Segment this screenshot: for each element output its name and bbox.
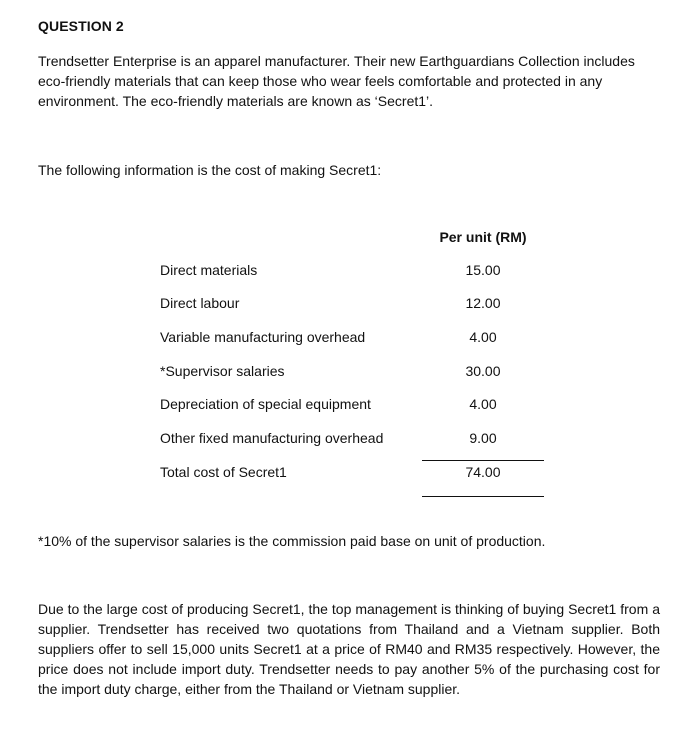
cost-row-value: 15.00 [465,262,501,278]
cost-table-row [160,363,544,383]
cost-row-label: *Supervisor salaries [160,363,285,379]
supervisor-footnote: *10% of the supervisor salaries is the commission paid base on unit of production. [38,533,546,549]
cost-row-value: 12.00 [465,295,501,311]
cost-table-row [160,329,544,349]
closing-paragraph: Due to the large cost of producing Secret1, the top management is thinking of buying Secret1 from a supplier. Trendsetter has received two quotations from Thailand and a Vietnam supplier. Both suppliers offer to sell 15,000 units Secret1 at a price of RM40 and RM35 respectively. However, the price does not include import duty. Trendsetter needs to pay another 5% of the purchasing cost for the import duty charge, either from the Thailand or Vietnam supplier. [38,601,660,697]
cost-table-row [160,396,544,416]
cost-table-row [160,430,544,450]
cost-table-row [160,295,544,315]
cost-table-row [160,262,544,282]
total-value: 74.00 [465,464,501,480]
total-rule [422,496,544,497]
cost-row-value: 4.00 [469,396,497,412]
total-label: Total cost of Secret1 [160,464,287,480]
cost-row-label: Depreciation of special equipment [160,396,371,412]
cost-row-label: Variable manufacturing overhead [160,329,366,345]
cost-row-label: Direct materials [160,262,258,278]
info-lead-paragraph: The following information is the cost of making Secret1: [38,162,382,178]
cost-row-label: Other fixed manufacturing overhead [160,430,384,446]
question-heading: QUESTION 2 [38,18,124,34]
cost-row-value: 30.00 [465,363,501,379]
cost-table-total-row [160,464,544,484]
cost-row-value: 9.00 [469,430,497,446]
cost-table-column-header: Per unit (RM) [439,229,527,245]
cost-row-label: Direct labour [160,295,240,311]
cost-row-value: 4.00 [469,329,497,345]
intro-paragraph: Trendsetter Enterprise is an apparel manufacturer. Their new Earthguardians Collection includes eco-friendly materials that can keep those who wear feels comfortable and protected in any environment. The eco-friendly materials are known as ‘Secret1’. [38,53,635,109]
subtotal-rule [422,460,544,461]
